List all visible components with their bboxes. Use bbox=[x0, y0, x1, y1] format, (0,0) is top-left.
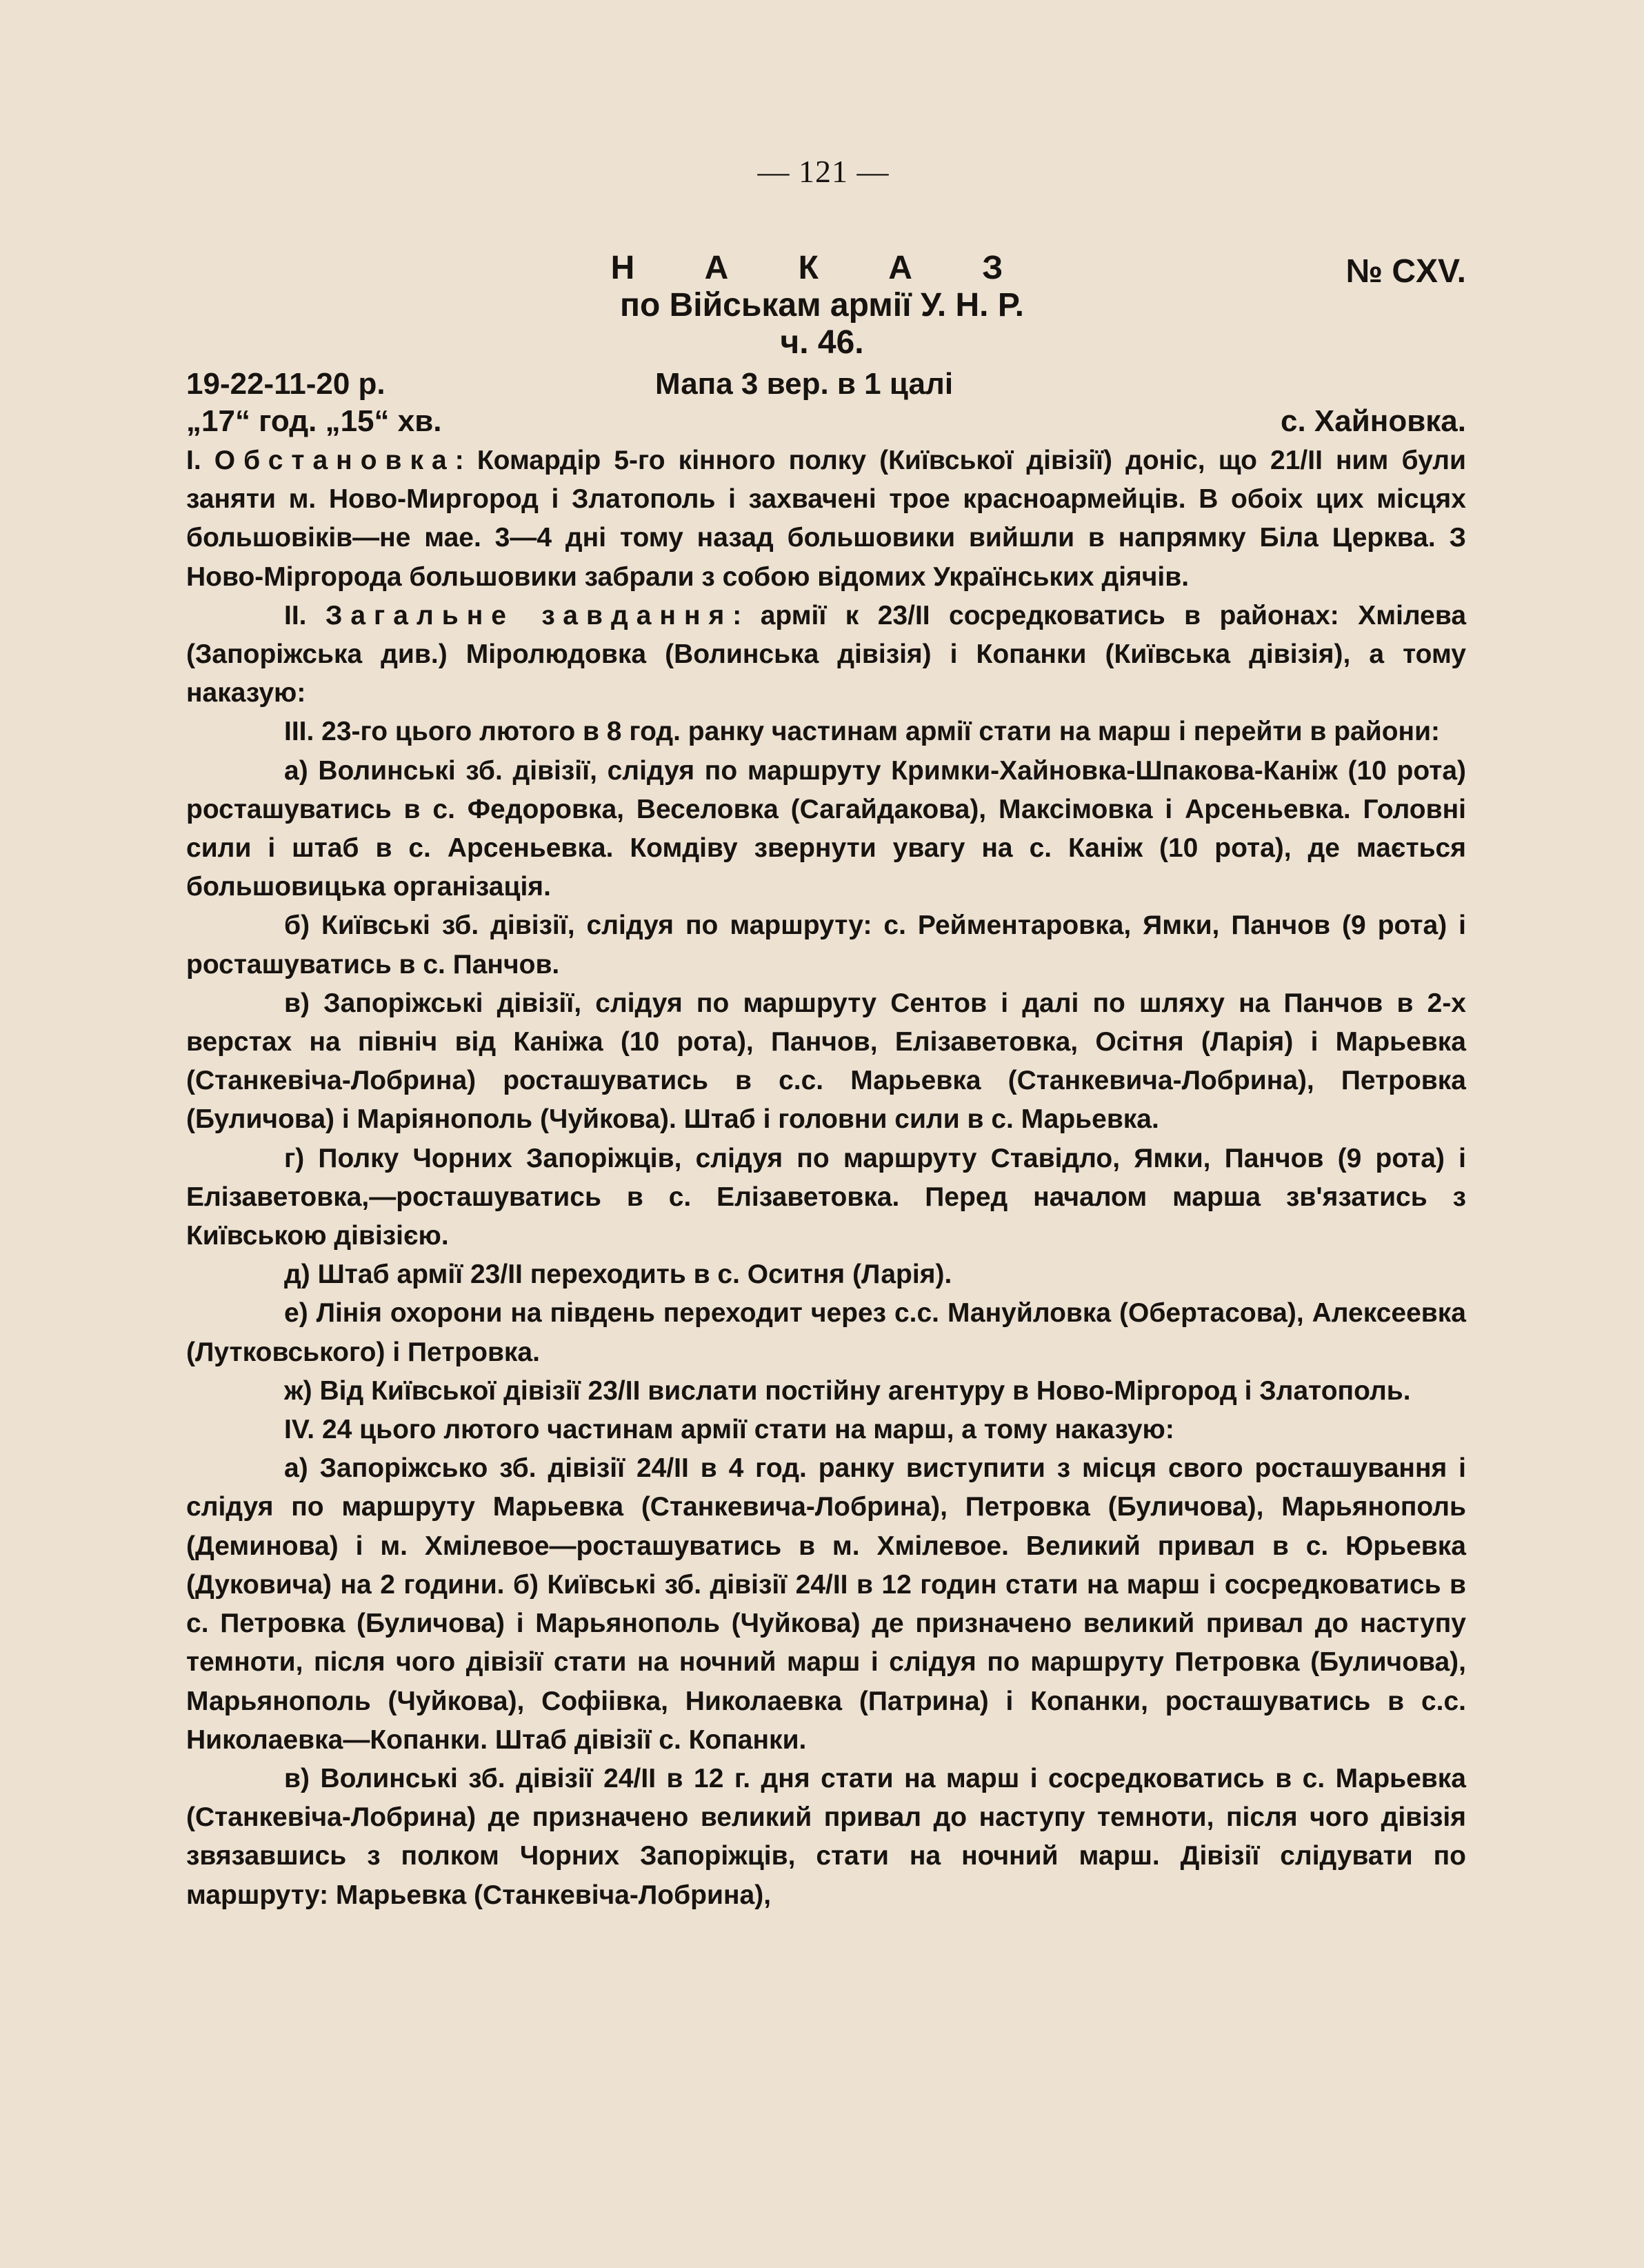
paragraph-3d: д) Штаб армії 23/II переходить в с. Оситня (Ларія). bbox=[284, 1260, 952, 1290]
paragraph-situation bbox=[186, 441, 1466, 597]
order-part: ч. 46. bbox=[780, 324, 864, 361]
paragraph-text: : армії к 23/II сосредковатись в районах: Хмілева (Запоріжська див.) Міролюдовка (Волинська дівізія) і Копанки (Київська дівізія), а тому наказую: bbox=[186, 600, 1467, 708]
paragraph-number: I. bbox=[186, 446, 214, 475]
paragraph-3c: в) Запоріжські дівізії, слідуя по маршруту Сентов і далі по шляху на Панчов в 2-х верстах на північ від Каніжа (10 рота), Панчов, Елізаветовка, Осітня (Ларія) і Марьевка (Станкевіча-Лобрина) росташуватись в с.с. Марьевка (Станкевича-Лобрина), Петровка (Буличова) і Маріянополь (Чуйкова). Штаб і головни сили в с. Марьевка. bbox=[186, 988, 1466, 1135]
paragraph-general-task bbox=[186, 597, 1466, 713]
time-place-row bbox=[186, 404, 1466, 439]
paragraph-3a: а) Волинські зб. дівізії, слідуя по маршруту Кримки-Хайновка-Шпакова-Каніж (10 рота) росташуватись в с. Федоровка, Веселовка (Сагайдакова), Максімовка і Арсеньевка. Головні сили і штаб в с. Арсеньевка. Комдіву звернути увагу на с. Каніж (10 рота), де мається большовицька організація. bbox=[186, 755, 1466, 902]
paragraph-number: II. bbox=[284, 600, 325, 630]
paragraph-3e: е) Лінія охорони на південь переходит через с.с. Мануйловка (Обертасова), Алексеевка (Лутковського) і Петровка. bbox=[186, 1298, 1466, 1367]
order-subtitle: по Військам армії У. Н. Р. bbox=[619, 287, 1024, 324]
paragraph-4a: а) Запоріжсько зб. дівізії 24/II в 4 год. ранку виступити з місця свого росташування і слідуя по маршруту Марьевка (Станкевича-Лобрина), Петровка (Буличова), Марьянополь (Деминова) і м. Хмілевое—росташуватись в м. Хмілевое. Великий привал в с. Юрьевка (Дуковича) на 2 години. б) Київські зб. дівізії 24/II в 12 годин стати на марш і сосредковатись в с. Петровка (Буличова) і Марьянополь (Чуйкова) де призначено великий привал до наступу темноти, після чого дівізії стати на ночний марш і слідуя по маршруту Петровка (Буличова), Марьянополь (Чуйкова), Софіівка, Николаевка (Патрина) і Копанки, росташуватись в с.с. Николаевка—Копанки. Штаб дівізії с. Копанки. bbox=[186, 1453, 1466, 1755]
paragraph-3zh: ж) Від Київської дівізії 23/II вислати постійну агентуру в Ново-Міргород і Златополь. bbox=[284, 1375, 1411, 1406]
map-scale: Мапа 3 вер. в 1 цалі bbox=[655, 367, 954, 401]
order-title: Н А К А З bbox=[610, 250, 1034, 286]
page-number: — 121 — bbox=[757, 154, 890, 189]
section-label-situation: Обстановка bbox=[214, 446, 455, 475]
paragraph-section-4: IV. 24 цього лютого частинам армії стати на марш, а тому наказую: bbox=[284, 1415, 1174, 1445]
order-body bbox=[186, 441, 1466, 1915]
order-date: 19-22-11-20 р. bbox=[186, 367, 385, 401]
paragraph-3g: г) Полку Чорних Запоріжців, слідуя по маршруту Ставідло, Ямки, Панчов (9 рота) і Елізаветовка,—росташуватись в с. Елізаветовка. Перед началом марша зв'язатись з Київською дівізією. bbox=[186, 1143, 1466, 1251]
date-map-row bbox=[186, 367, 1466, 401]
paragraph-section-3: III. 23-го цього лютого в 8 год. ранку частинам армії стати на марш і перейти в райони: bbox=[284, 717, 1441, 747]
order-place: с. Хайновка. bbox=[1280, 404, 1466, 438]
section-label-general-task: Загальне завдання bbox=[325, 600, 733, 630]
order-time: „17“ год. „15“ хв. bbox=[186, 404, 442, 438]
paragraph-text: : Комардір 5-го кінного полку (Київської дівізії) доніс, що 21/II ним були заняти м. Ново-Миргород і Златополь і захвачені трое красноармейців. В обоіх цих місцях большовіків—не мае. 3—4 дні тому назад большовики вийшли в напрямку Біла Церква. З Ново-Міргорода большовики забрали з собою відомих Українських діячів. bbox=[186, 446, 1466, 592]
order-number: № CXV. bbox=[1345, 253, 1466, 290]
paragraph-3b: б) Київські зб. дівізії, слідуя по маршруту: с. Рейментаровка, Ямки, Панчов (9 рота) і росташуватись в с. Панчов. bbox=[186, 911, 1466, 979]
paragraph-4v: в) Волинські зб. дівізії 24/II в 12 г. дня стати на марш і сосредковатись в с. Марьевка (Станкевіча-Лобрина) де призначено великий привал до наступу темноти, після чого дівізія звязавшись з полком Чорних Запоріжців, стати на ночний марш. Дівізії слідувати по маршруту: Марьевка (Станкевіча-Лобрина), bbox=[186, 1763, 1466, 1910]
